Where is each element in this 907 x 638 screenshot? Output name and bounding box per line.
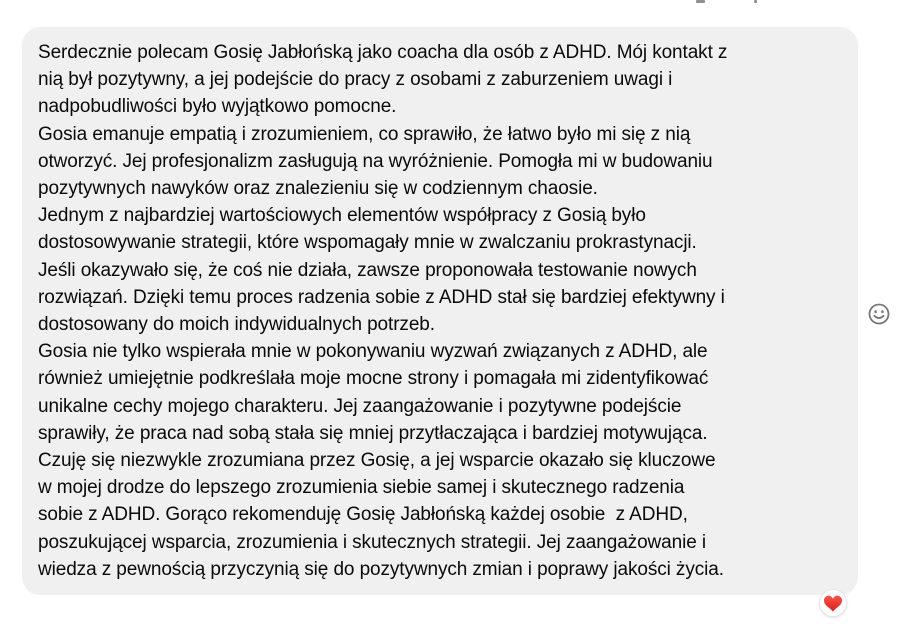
message-line: nadpobudliwości było wyjątkowo pomocne.: [38, 96, 397, 118]
message-line: sobie z ADHD. Gorąco rekomenduję Gosię Jabłońską każdej osobie z ADHD,: [38, 504, 688, 526]
message-line: rozwiązań. Dzięki temu proces radzenia sobie z ADHD stał się bardziej efektywny i: [38, 286, 725, 308]
message-line: poszukującej wsparcia, zrozumienia i skutecznych strategii. Jej zaangażowanie i: [38, 531, 706, 553]
message-line: wiedza z pewnością przyczynią się do pozytywnych zmian i poprawy jakości życia.: [38, 558, 724, 580]
message-line: Gosia emanuje empatią i zrozumieniem, co sprawiło, że łatwo było mi się z nią: [38, 123, 691, 145]
message-line: Gosia nie tylko wspierała mnie w pokonywaniu wyzwań związanych z ADHD, ale: [38, 341, 708, 363]
message-text: [38, 39, 842, 583]
add-reaction-button[interactable]: [866, 301, 892, 327]
message-bubble: [22, 27, 858, 595]
message-line: Czuję się niezwykle zrozumiana przez Gosię, a jej wsparcie okazało się kluczowe: [38, 450, 716, 472]
message-line: Serdecznie polecam Gosię Jabłońską jako coacha dla osób z ADHD. Mój kontakt z: [38, 42, 728, 63]
red-heart-icon: [824, 595, 842, 612]
message-line: sprawiły, że praca nad sobą stała się mniej przytłaczająca i bardziej motywująca.: [38, 422, 708, 444]
message-line: również umiejętnie podkreślała moje mocne strony i pomagała mi zidentyfikować: [38, 368, 709, 390]
smiley-outline-icon: [867, 302, 891, 326]
message-line: pozytywnych nawyków oraz znalezieniu się w codziennym chaosie.: [38, 178, 598, 200]
message-line: w mojej drodze do lepszego zrozumienia siebie samej i skutecznego radzenia: [38, 477, 685, 499]
message-line: Jednym z najbardziej wartościowych elementów współpracy z Gosią było: [38, 205, 646, 227]
heart-reaction-badge[interactable]: [819, 589, 847, 617]
message-line: nią był pozytywny, a jej podejście do pracy z osobami z zaburzeniem uwagi i: [38, 69, 673, 91]
message-line: otworzyć. Jej profesjonalizm zasługują na wyróżnienie. Pomogła mi w budowaniu: [38, 150, 713, 172]
message-line: dostosowywanie strategii, które wspomagały mnie w zwalczaniu prokrastynacji.: [38, 232, 697, 254]
message-line: dostosowany do moich indywidualnych potrzeb.: [38, 314, 435, 336]
message-line: unikalne cechy mojego charakteru. Jej zaangażowanie i pozytywne podejście: [38, 395, 682, 417]
cropped-content-fragment: [754, 0, 757, 3]
cropped-content-fragment: [696, 0, 705, 3]
message-line: Jeśli okazywało się, że coś nie działa, zawsze proponowała testowanie nowych: [38, 259, 697, 281]
